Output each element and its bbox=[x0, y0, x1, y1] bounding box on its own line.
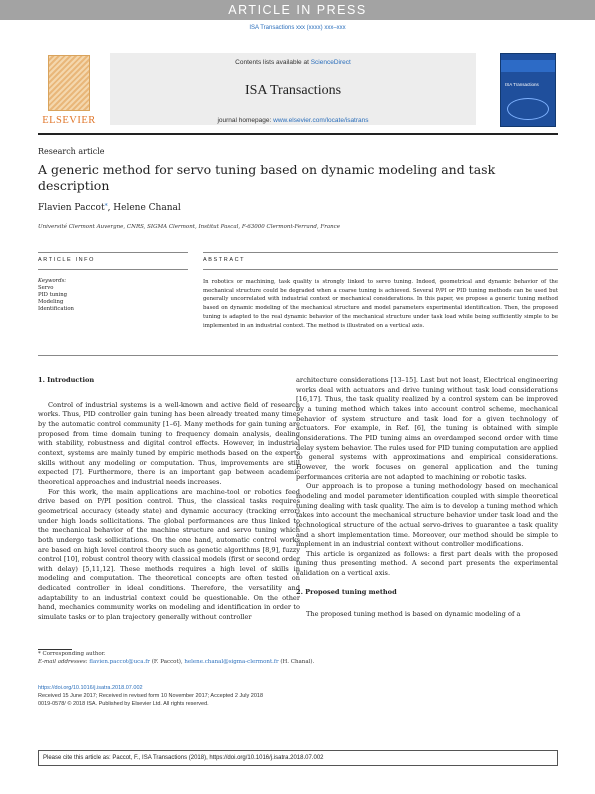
section-heading-proposed-method: 2. Proposed tuning method bbox=[296, 587, 397, 596]
email-link[interactable]: flavien.paccot@uca.fr bbox=[89, 658, 150, 665]
body-column-left bbox=[38, 376, 300, 623]
article-info-rule bbox=[38, 252, 188, 253]
email-line bbox=[38, 659, 338, 667]
body-paragraph: This article is organized as follows: a first part deals with the proposed tuning thus presenting method. A second part presents the experimental validation on a vertical axis. bbox=[296, 549, 558, 578]
doi-link[interactable]: https://doi.org/10.1016/j.isatra.2018.07.002 bbox=[38, 685, 143, 691]
body-paragraph: Control of industrial systems is a well-known and active field of research works. Thus, PID controller gain tuning has been already treated many times by the automatic control community [1–6]. Many methods for gain tuning are proposed from time domain tuning to frequency domain analysis, dealing with stability, robustness and digital control effects. However, in industrial context, systems are mainly tuned by empiric methods based on the experts skills without any modeling or computation. Thus, improvements are still expected [7]. Furthermore, there is an important gap between academic theoretical approaches and industrial needs increases. bbox=[38, 400, 300, 486]
author-affiliation: Université Clermont Auvergne, CNRS, SIGMA Clermont, Institut Pascal, F-63000 Clermont-Ferrand, France bbox=[38, 224, 340, 230]
abstract-text: In robotics or machining, task quality is strongly linked to servo tuning. Indeed, geometrical and dynamic behavior of the mechanical structure could be degraded when a coarse tuning is achieved. Several P/PI or PID tuning methods can be used but generally uncorrelated with industrial context or mechanical considerations. In this paper, we propose a generic tuning method based on dynamic modeling of the mechanical structure and model parameters experimental identification. Then, the proposed tuning is adapted to the real dynamic behavior of the mechanical structure under task load while being sufficiently simple to be implemented in an industrial context. The method is illustrated on a vertical axis. bbox=[203, 279, 558, 329]
keyword: Modeling bbox=[38, 299, 64, 305]
copyright-line: 0019-0578/ © 2018 ISA. Published by Elsevier Ltd. All rights reserved. bbox=[38, 701, 209, 707]
article-title: A generic method for servo tuning based on dynamic modeling and task description bbox=[38, 162, 496, 193]
author-name: Flavien Paccot bbox=[38, 203, 105, 213]
homepage-prefix: journal homepage: bbox=[217, 117, 272, 124]
corresponding-author-note: * Corresponding author. bbox=[38, 651, 106, 657]
author-name: , Helene Chanal bbox=[107, 203, 181, 213]
body-paragraph: architecture considerations [13–15]. Last but not least, Electrical engineering works deal with actuators and drive tuning without task load considerations [16,17]. Thus, the task quality realized by a control system can be improved by a tuning method which takes into account control scheme, mechanical behavior of system structure and task load for a given technology of actuators. For example, in Ref. [6], the tuning is obtained with simple considerations. The PID tuning aims an overdamped second order with time delay system behavior. The rules used for PID tuning computation are applied to general systems with approximations and empirical considerations. However, the work focuses on general application and the tuning performances criteria are not adapted to machining or robotic tasks. bbox=[296, 376, 558, 481]
cover-title: ISA Transactions bbox=[505, 82, 539, 87]
email-owner: (H. Chanal). bbox=[280, 658, 315, 665]
elsevier-logo bbox=[38, 53, 100, 131]
abstract-bottom-rule bbox=[38, 355, 558, 356]
journal-cover-image bbox=[500, 53, 556, 127]
email-owner: (F. Paccot), bbox=[151, 658, 183, 665]
article-info-heading: ARTICLE INFO bbox=[38, 257, 95, 263]
publication-info bbox=[38, 684, 338, 708]
keyword: Servo bbox=[38, 285, 54, 291]
email-link[interactable]: helene.chanal@sigma-clermont.fr bbox=[184, 658, 279, 665]
article-info-rule bbox=[38, 269, 188, 270]
corresponding-author-marker[interactable]: * bbox=[104, 203, 108, 210]
body-paragraph: For this work, the main applications are machine-tool or robotics feed drive based on P/PI position control. Thus, the classical tasks requires geometrical accuracy (steady state) and dynamic accuracy (tracking error) under high loads sollicitations. The global performances are thus linked to the mechanical behavior of the machine structure and servo tuning which both undergo task sollicitations. On the one hand, automatic control works are based on high level control theory such as genetic algorithms [8,9], fuzzy control [10], robust control theory with classical models (first or second order with delay) [5,11,12]. These methods requires a high level of skills in modeling and computation. The theoretical concepts are often tested on dedicated controller in ideal conditions. Therefore, the versatility and adaptability to an industrial context could be questionable. On the other hand, mechanics community works on modeling and identification in order to simulate tasks or to plan trajectory generally without controller bbox=[38, 487, 300, 622]
keyword: PID tuning bbox=[38, 292, 68, 298]
footnotes bbox=[38, 651, 338, 666]
keywords-label: Keywords: bbox=[38, 278, 67, 284]
article-type: Research article bbox=[38, 147, 105, 156]
journal-title: ISA Transactions bbox=[244, 83, 342, 98]
contents-prefix: Contents lists available at bbox=[235, 59, 309, 66]
citation-box: Please cite this article as: Paccot, F., ISA Transactions (2018), https://doi.org/10.1016/j.isatra.2018.07.002 bbox=[38, 750, 558, 766]
elsevier-wordmark: ELSEVIER bbox=[42, 115, 96, 126]
keyword: Identification bbox=[38, 306, 74, 312]
body-column-right bbox=[296, 376, 558, 620]
section-heading-introduction: 1. Introduction bbox=[38, 376, 95, 384]
keywords-block bbox=[38, 278, 74, 313]
cover-band bbox=[501, 60, 555, 72]
journal-header-panel bbox=[110, 53, 476, 125]
history-dates: Received 15 June 2017; Received in revised form 10 November 2017; Accepted 2 July 2018 bbox=[38, 693, 264, 699]
homepage-link[interactable]: www.elsevier.com/locate/isatrans bbox=[273, 117, 369, 124]
email-label: E-mail addresses: bbox=[38, 658, 88, 665]
footnote-rule bbox=[38, 649, 72, 650]
contents-available-line bbox=[110, 59, 476, 66]
journal-header bbox=[38, 53, 558, 131]
body-paragraph: Our approach is to propose a tuning methodology based on mechanical modeling and model parameter identification coupled with simple theoretical tuning dealing with task quality. The aim is to develop a tuning method which takes into account the mechanical structure behavior under task load and the technological structure of the actual servo-drives to guarantee a task quality and a short implementation time. Moreover, our method should be simple to implement in an industrial context without controller modifications. bbox=[296, 482, 558, 549]
article-in-press-banner: ARTICLE IN PRESS bbox=[0, 0, 595, 20]
elsevier-tree-icon bbox=[48, 55, 90, 111]
author-list bbox=[38, 203, 181, 213]
abstract-rule bbox=[203, 252, 558, 253]
body-paragraph: The proposed tuning method is based on dynamic modeling of a bbox=[306, 610, 521, 619]
sciencedirect-link[interactable]: ScienceDirect bbox=[310, 59, 351, 66]
journal-reference-link[interactable]: ISA Transactions xxx (xxxx) xxx–xxx bbox=[249, 25, 346, 31]
abstract-heading: ABSTRACT bbox=[203, 257, 246, 263]
header-divider bbox=[38, 133, 558, 135]
cover-graphic bbox=[507, 98, 549, 120]
journal-homepage-line bbox=[110, 117, 476, 124]
abstract-rule bbox=[203, 269, 558, 270]
